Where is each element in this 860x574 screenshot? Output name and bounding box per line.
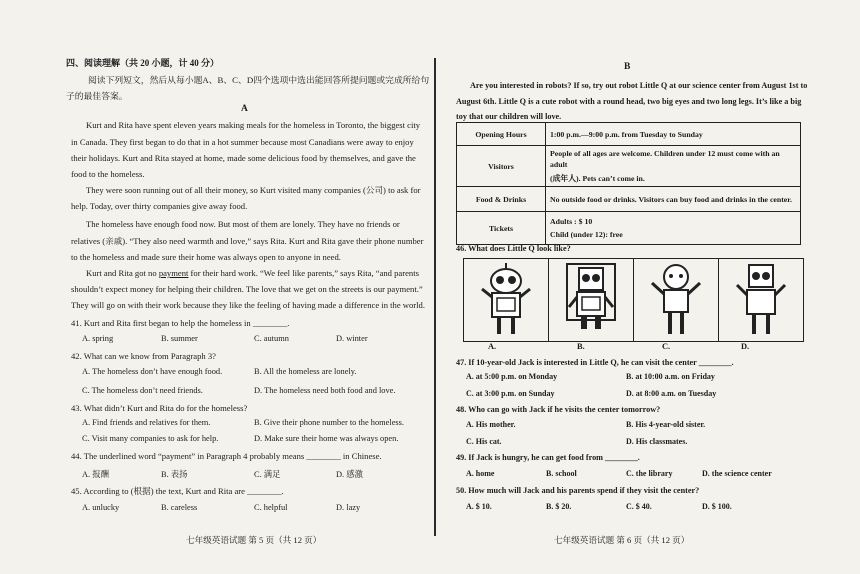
option[interactable]: D. The homeless need both food and love.	[254, 386, 396, 395]
option[interactable]: B. 表扬	[161, 470, 188, 479]
option[interactable]: A. The homeless don’t have enough food.	[82, 367, 223, 376]
question-45: 45. According to (根据) the text, Kurt and Rita are ________.	[71, 486, 284, 496]
science-center-info-table	[456, 122, 801, 245]
page-divider	[434, 58, 436, 536]
option[interactable]: D. lazy	[336, 503, 361, 512]
robot-option-a[interactable]	[464, 259, 549, 341]
robot-b-icon	[549, 259, 633, 341]
option[interactable]: D. at 8:00 a.m. on Tuesday	[626, 389, 717, 398]
passage-a-line: Kurt and Rita have spent eleven years making meals for the homeless in Toronto, the biggest city	[86, 120, 421, 130]
option[interactable]: C. the library	[626, 469, 673, 478]
question-47: 47. If 10-year-old Jack is interested in Little Q, he can visit the center ________.	[456, 358, 734, 367]
passage-a-line: their holidays. Kurt and Rita stayed at home, made some delicious food by themselves, and gave the	[71, 153, 416, 163]
question-42: 42. What can we know from Paragraph 3?	[71, 351, 216, 361]
robot-label-b[interactable]: B.	[577, 342, 585, 351]
robot-label-a[interactable]: A.	[488, 342, 497, 351]
option[interactable]: D. the science center	[702, 469, 772, 478]
robot-option-c[interactable]	[634, 259, 719, 341]
option[interactable]: D. winter	[336, 334, 368, 343]
option[interactable]: B. All the homeless are lonely.	[254, 367, 357, 376]
option[interactable]: B. careless	[161, 503, 198, 512]
table-row	[457, 212, 801, 245]
option[interactable]: C. helpful	[254, 503, 288, 512]
option[interactable]: C. 满足	[254, 470, 281, 479]
option[interactable]: B. school	[546, 469, 577, 478]
section-title: 四、阅读理解（共 20 小题，计 40 分）	[66, 58, 220, 68]
question-48: 48. Who can go with Jack if he visits the center tomorrow?	[456, 405, 661, 414]
option[interactable]: B. His 4-year-old sister.	[626, 420, 706, 429]
question-43: 43. What didn’t Kurt and Rita do for the homeless?	[71, 403, 248, 413]
footer-page-5: 七年级英语试题 第 5 页（共 12 页）	[186, 535, 322, 545]
robot-c-icon	[634, 259, 718, 341]
option[interactable]: D. His classmates.	[626, 437, 688, 446]
option[interactable]: A. Find friends and relatives for them.	[82, 418, 211, 427]
passage-a-line: help. Today, over thirty companies give away food.	[71, 201, 248, 211]
robot-picture-options	[463, 258, 804, 342]
table-cell: 1:00 p.m.—9:00 p.m. from Tuesday to Sunday	[546, 123, 801, 146]
table-row	[457, 187, 801, 212]
option[interactable]: A. unlucky	[82, 503, 120, 512]
table-cell: Adults : $ 10 Child (under 12): free	[546, 212, 801, 245]
passage-a-line: food to the homeless.	[71, 169, 145, 179]
option[interactable]: C. His cat.	[466, 437, 502, 446]
passage-a-line: The homeless have enough food now. But most of them are lonely. They have no friends or	[86, 219, 400, 229]
footer-page-6: 七年级英语试题 第 6 页（共 12 页）	[554, 535, 690, 545]
robot-label-d[interactable]: D.	[741, 342, 750, 351]
table-row	[457, 146, 801, 187]
robot-option-d[interactable]	[719, 259, 803, 341]
option[interactable]: C. Visit many companies to ask for help.	[82, 434, 219, 443]
option[interactable]: C. The homeless don’t need friends.	[82, 386, 203, 395]
passage-a-line-payment: Kurt and Rita got no payment for their hard work. “We feel like parents,” says Rita, “and parents	[86, 268, 419, 278]
robot-label-c[interactable]: C.	[662, 342, 671, 351]
option[interactable]: B. Give their phone number to the homeless.	[254, 418, 405, 427]
option[interactable]: B. summer	[161, 334, 198, 343]
passage-a-line: in Canada. They first began to do that in a hot summer because most Canadians were away to enjoy	[71, 137, 414, 147]
question-44: 44. The underlined word “payment” in Paragraph 4 probably means ________ in Chinese.	[71, 451, 382, 461]
table-cell: No outside food or drinks. Visitors can buy food and drinks in the center.	[546, 187, 801, 212]
question-49: 49. If Jack is hungry, he can get food from ________.	[456, 453, 640, 462]
robot-d-icon	[719, 259, 803, 341]
option[interactable]: C. autumn	[254, 334, 289, 343]
underlined-word-payment: payment	[158, 268, 189, 278]
option[interactable]: A. 报酬	[82, 470, 109, 479]
option[interactable]: A. His mother.	[466, 420, 516, 429]
table-header-cell: Opening Hours	[457, 123, 546, 146]
instruction-line-1: 阅读下列短文，然后从每小题A、B、C、D四个选项中选出能回答所提问题或完成所给句	[88, 75, 430, 85]
passage-a-line: shouldn’t expect money for helping their children. The love that we get on the streets is our payment.”	[71, 284, 423, 294]
passage-b-line: Are you interested in robots? If so, try out robot Little Q at our science center from August 1st to	[470, 81, 808, 90]
option[interactable]: A. spring	[82, 334, 114, 343]
passage-a-line: They will go on with their work because they like the feeling of having made a difference in the world.	[71, 300, 425, 310]
option[interactable]: B. at 10:00 a.m. on Friday	[626, 372, 715, 381]
instruction-line-2: 子的最佳答案。	[66, 91, 128, 101]
passage-b-line: toy that our children will love.	[456, 112, 562, 121]
passage-a-label: A	[241, 104, 248, 114]
option[interactable]: D. Make sure their home was always open.	[254, 434, 399, 443]
option[interactable]: A. $ 10.	[466, 502, 492, 511]
table-row	[457, 123, 801, 146]
question-46: 46. What does Little Q look like?	[456, 244, 571, 253]
passage-a-line: to the homeless and made sure their home was always open to anyone in need.	[71, 252, 341, 262]
passage-b-label: B	[624, 62, 631, 72]
option[interactable]: D. 感激	[336, 470, 363, 479]
option[interactable]: A. at 5:00 p.m. on Monday	[466, 372, 558, 381]
table-header-cell: Tickets	[457, 212, 546, 245]
question-41: 41. Kurt and Rita first began to help the homeless in ________.	[71, 318, 290, 328]
robot-a-icon	[464, 259, 548, 341]
passage-b-line: August 6th. Little Q is a cute robot with a round head, two big eyes and two long legs. It’s like a big	[456, 97, 802, 106]
option[interactable]: C. at 3:00 p.m. on Sunday	[466, 389, 555, 398]
option[interactable]: B. $ 20.	[546, 502, 572, 511]
robot-option-b[interactable]	[549, 259, 634, 341]
option[interactable]: C. $ 40.	[626, 502, 652, 511]
option[interactable]: D. $ 100.	[702, 502, 732, 511]
table-header-cell: Food & Drinks	[457, 187, 546, 212]
table-cell: People of all ages are welcome. Children under 12 must come with an adult (成年人). Pets can’t come in.	[546, 146, 801, 187]
option[interactable]: A. home	[466, 469, 495, 478]
question-50: 50. How much will Jack and his parents spend if they visit the center?	[456, 486, 700, 495]
table-header-cell: Visitors	[457, 146, 546, 187]
passage-a-line: relatives (亲戚). “They also need warmth and love,” says Rita. Kurt and Rita gave their phone number	[71, 236, 424, 246]
passage-a-line: They were soon running out of all their money, so Kurt visited many companies (公司) to ask for	[86, 185, 421, 195]
